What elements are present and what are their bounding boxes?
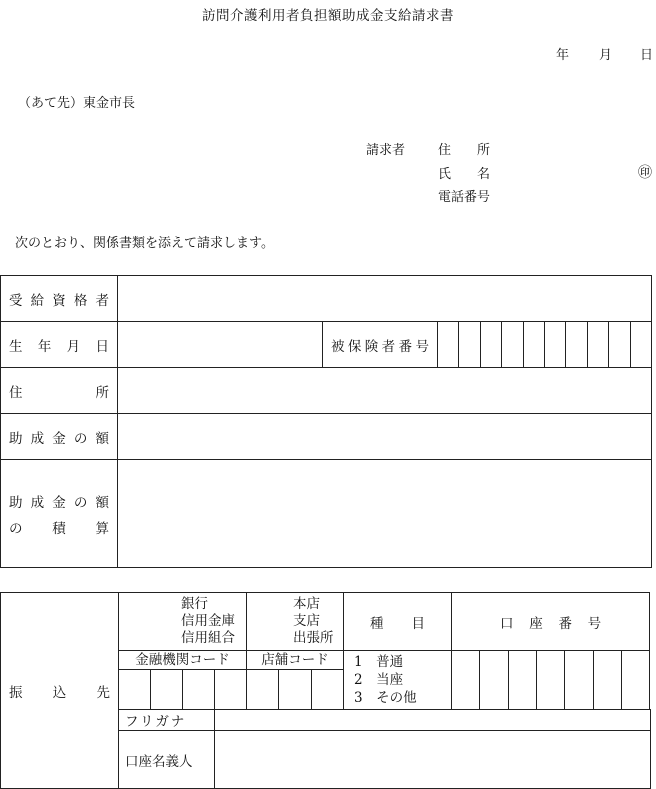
bank-code-label: 金融機関コード (119, 651, 246, 670)
bank-code-digit[interactable] (119, 670, 151, 709)
date-day-label: 日 (640, 48, 654, 63)
seal-mark: ㊞ (638, 165, 652, 181)
requester-phone-label: 電話番号 (438, 190, 491, 205)
form-title: 訪問介護利用者負担額助成金支給請求書 (202, 8, 454, 24)
account-type-label: 種 目 (344, 593, 452, 651)
insured-number-digit[interactable] (438, 322, 459, 368)
bank-code-digit[interactable] (151, 670, 183, 709)
subsidy-calculation-label: 助 成 金 の 額 の 積 算 (1, 460, 118, 568)
insured-number-digit[interactable] (459, 322, 480, 368)
account-number-digit[interactable] (593, 651, 621, 710)
insured-number-digit[interactable] (566, 322, 587, 368)
transfer-destination-label: 振 込 先 (1, 593, 119, 789)
subsidy-amount-field[interactable] (118, 414, 652, 460)
recipient-label: 受 給 資 格 者 (1, 276, 118, 322)
branch-code-cell (247, 651, 344, 710)
account-number-digit[interactable] (452, 651, 480, 710)
birthdate-label: 生 年 月 日 (1, 322, 118, 368)
bank-code-cell (119, 651, 247, 710)
insured-number-digit[interactable] (544, 322, 565, 368)
requester-address-label: 住 所 (438, 143, 491, 158)
insured-number-digit[interactable] (502, 322, 523, 368)
insured-number-digit[interactable] (523, 322, 544, 368)
branch-code-label: 店舗コード (247, 651, 343, 670)
address-label: 住 所 (1, 368, 118, 414)
insured-number-digit[interactable] (480, 322, 501, 368)
insured-number-digit[interactable] (630, 322, 651, 368)
recipient-field[interactable] (118, 276, 652, 322)
account-number-digit[interactable] (621, 651, 649, 710)
account-number-label: 口 座 番 号 (452, 593, 650, 651)
account-holder-field[interactable] (215, 731, 651, 789)
branch-type-cell: 本店 支店 出張所 (247, 593, 344, 651)
account-type-option[interactable]: 1 普通 (354, 654, 404, 670)
bank-code-digit[interactable] (215, 670, 246, 709)
requester-name-label: 氏 名 (438, 167, 491, 182)
birthdate-field[interactable] (118, 322, 323, 368)
requester-label: 請求者 (366, 143, 406, 158)
bank-code-digit[interactable] (183, 670, 215, 709)
branch-code-digit[interactable] (279, 670, 311, 709)
branch-code-digit[interactable] (247, 670, 279, 709)
bank-type-cell: 銀行 信用金庫 信用組合 (119, 593, 247, 651)
recipient-table (0, 275, 652, 568)
account-type-option[interactable]: 3 その他 (354, 690, 417, 706)
furigana-field[interactable] (215, 710, 651, 731)
intro-text: 次のとおり、関係書類を添えて請求します。 (15, 236, 274, 251)
account-number-digit[interactable] (565, 651, 593, 710)
date-year-label: 年 (556, 48, 570, 63)
branch-code-digit[interactable] (312, 670, 343, 709)
transfer-table (0, 592, 651, 789)
subsidy-amount-label: 助 成 金 の 額 (1, 414, 118, 460)
account-number-digit[interactable] (536, 651, 564, 710)
insured-number-label: 被 保 険 者 番 号 (323, 322, 438, 368)
insured-number-digit[interactable] (609, 322, 630, 368)
insured-number-digit[interactable] (587, 322, 608, 368)
account-type-option[interactable]: 2 当座 (354, 672, 404, 688)
account-number-digit[interactable] (480, 651, 508, 710)
subsidy-calculation-field[interactable] (118, 460, 652, 568)
account-number-digit[interactable] (508, 651, 536, 710)
date-month-label: 月 (599, 48, 613, 63)
account-holder-label: 口座名義人 (119, 731, 215, 789)
addressee: （あて先）東金市長 (18, 96, 136, 111)
account-type-options[interactable] (344, 651, 452, 710)
address-field[interactable] (118, 368, 652, 414)
furigana-label: フリガナ (119, 710, 215, 731)
